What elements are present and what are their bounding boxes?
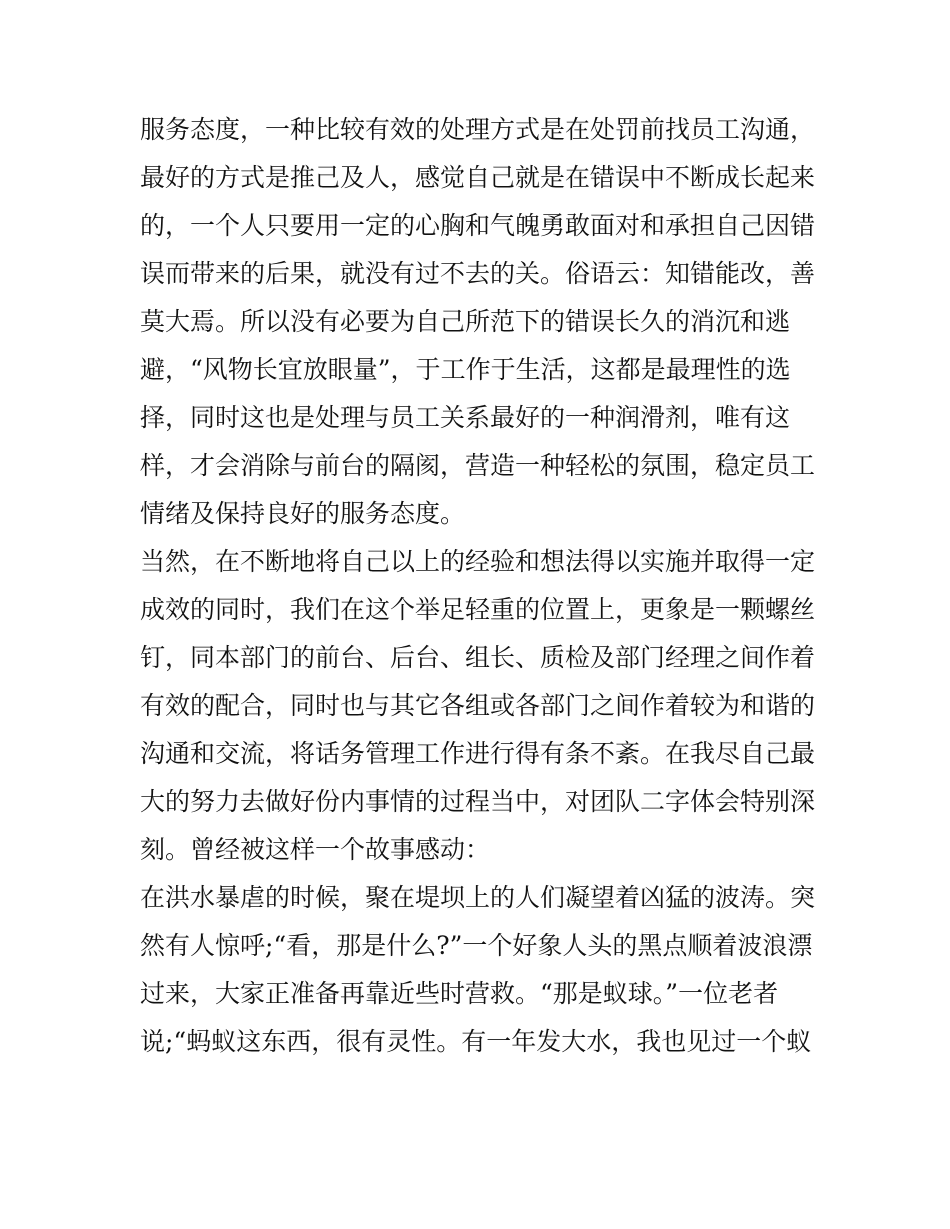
text-line-13: 有效的配合，同时也与其它各组或各部门之间作着较为和谐的 [140, 691, 816, 720]
text-line-11: 成效的同时，我们在这个举足轻重的位置上，更象是一颗螺丝 [140, 595, 816, 624]
text-line-4: 误而带来的后果，就没有过不去的关。俗语云：知错能改，善 [140, 259, 816, 288]
text-line-1: 服务态度，一种比较有效的处理方式是在处罚前找员工沟通， [140, 115, 816, 144]
text-line-6: 避，“风物长宜放眼量”，于工作于生活，这都是最理性的选 [140, 355, 791, 384]
text-line-14: 沟通和交流，将话务管理工作进行得有条不紊。在我尽自己最 [140, 739, 816, 768]
text-line-8: 样，才会消除与前台的隔阂，营造一种轻松的氛围，稳定员工 [140, 451, 816, 480]
body-text [140, 106, 820, 1066]
text-line-16: 刻。曾经被这样一个故事感动： [140, 835, 491, 864]
text-line-20: 说;“蚂蚁这东西，很有灵性。有一年发大水，我也见过一个蚁 [140, 1027, 812, 1056]
text-line-17: 在洪水暴虐的时候，聚在堤坝上的人们凝望着凶猛的波涛。突 [140, 883, 816, 912]
text-line-15: 大的努力去做好份内事情的过程当中，对团队二字体会特别深 [140, 787, 816, 816]
text-line-5: 莫大焉。所以没有必要为自己所范下的错误长久的消沉和逃 [140, 307, 791, 336]
text-line-7: 择，同时这也是处理与员工关系最好的一种润滑剂，唯有这 [140, 403, 791, 432]
text-line-18: 然有人惊呼;“看，那是什么?”一个好象人头的黑点顺着波浪漂 [140, 931, 813, 960]
text-line-12: 钉，同本部门的前台、后台、组长、质检及部门经理之间作着 [140, 643, 816, 672]
text-line-9: 情绪及保持良好的服务态度。 [140, 499, 466, 528]
text-line-2: 最好的方式是推己及人，感觉自己就是在错误中不断成长起来 [140, 163, 816, 192]
text-line-19: 过来，大家正准备再靠近些时营救。“那是蚁球。”一位老者 [140, 979, 779, 1008]
text-line-10: 当然，在不断地将自己以上的经验和想法得以实施并取得一定 [140, 547, 816, 576]
text-line-3: 的，一个人只要用一定的心胸和气魄勇敢面对和承担自己因错 [140, 211, 816, 240]
